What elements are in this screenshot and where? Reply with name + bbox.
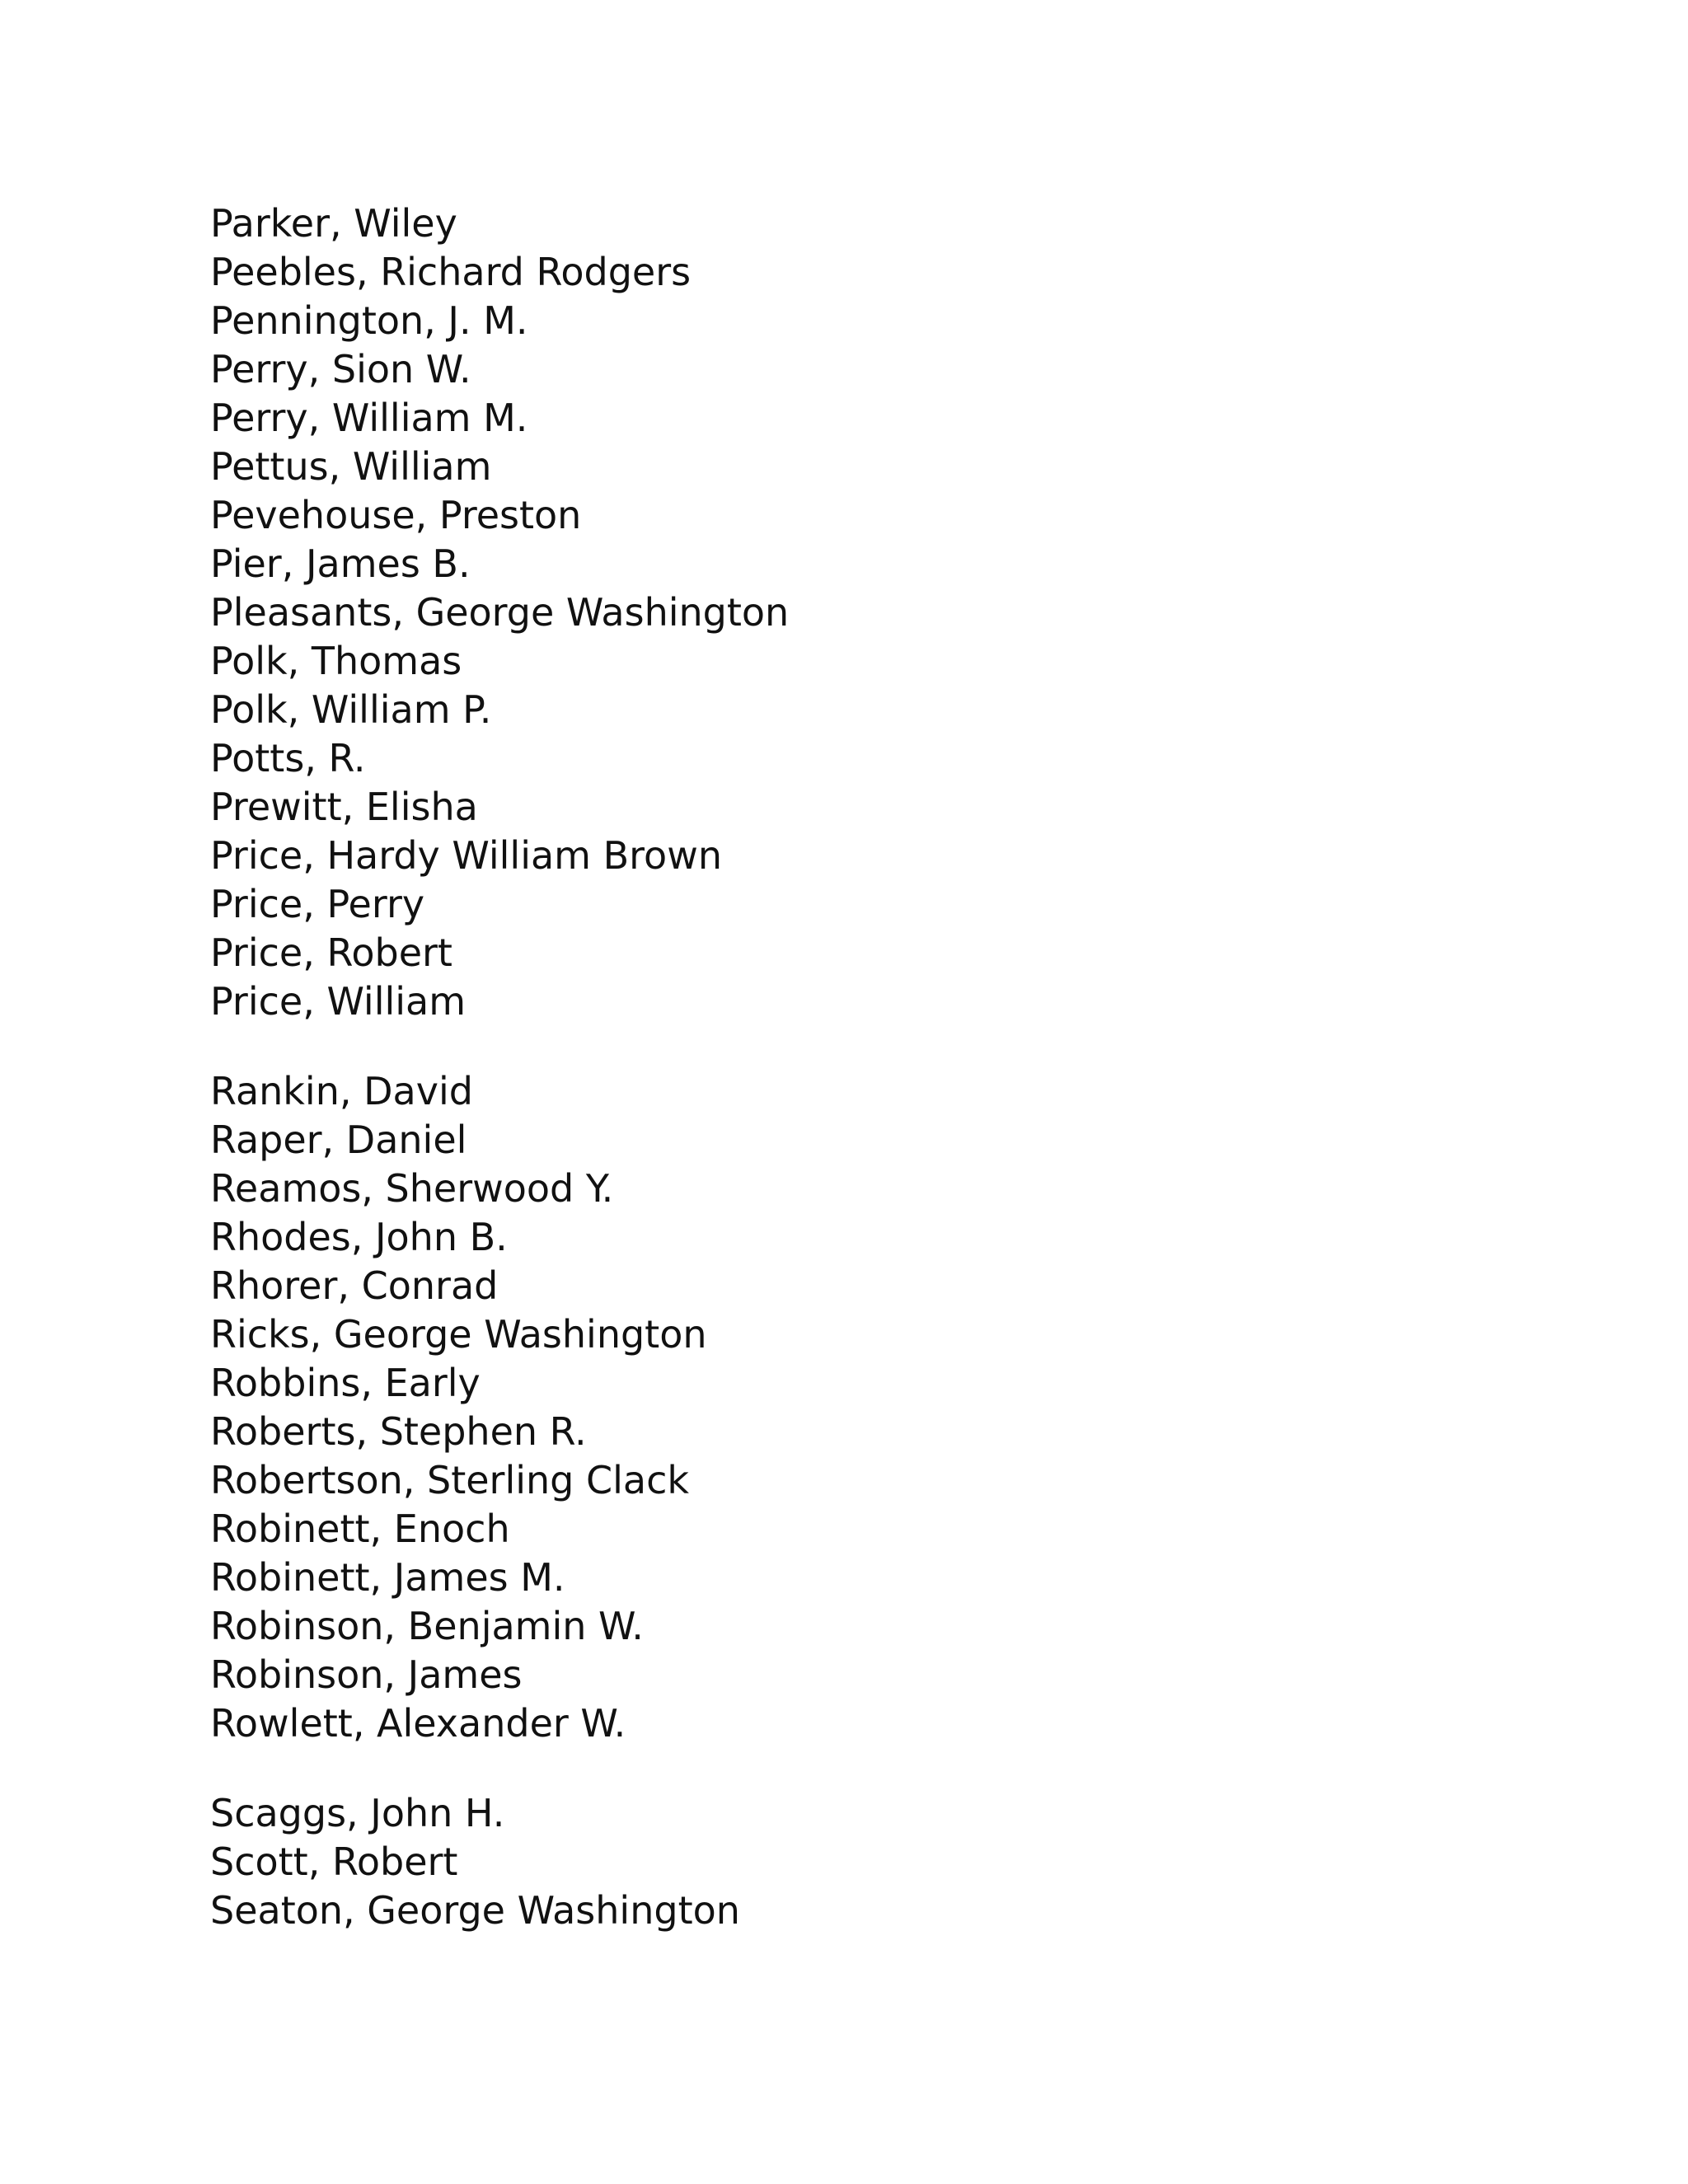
list-item: Potts, R. xyxy=(210,736,366,780)
list-item: Parker, Wiley xyxy=(210,201,457,246)
list-item: Peebles, Richard Rodgers xyxy=(210,250,692,294)
name-list xyxy=(210,199,789,1935)
list-item: Rhodes, John B. xyxy=(210,1215,508,1259)
list-item: Robinson, James xyxy=(210,1652,523,1697)
list-item: Perry, Sion W. xyxy=(210,347,471,391)
list-item: Pleasants, George Washington xyxy=(210,590,790,635)
list-item: Robinett, Enoch xyxy=(210,1507,510,1551)
list-item: Robbins, Early xyxy=(210,1361,481,1405)
name-group-p xyxy=(210,199,789,1026)
list-item: Price, Perry xyxy=(210,882,425,926)
name-group-s xyxy=(210,1789,789,1935)
list-item: Pier, James B. xyxy=(210,541,471,586)
list-item: Polk, Thomas xyxy=(210,639,462,683)
list-item: Robinson, Benjamin W. xyxy=(210,1604,644,1648)
list-item: Scott, Robert xyxy=(210,1840,458,1884)
list-item: Perry, William M. xyxy=(210,396,528,440)
list-item: Robinett, James M. xyxy=(210,1555,565,1600)
list-item: Polk, William P. xyxy=(210,687,492,732)
list-item: Prewitt, Elisha xyxy=(210,785,478,829)
list-item: Raper, Daniel xyxy=(210,1118,467,1162)
list-item: Price, Robert xyxy=(210,930,452,975)
list-item: Price, Hardy William Brown xyxy=(210,833,722,878)
list-item: Scaggs, John H. xyxy=(210,1791,505,1835)
list-item: Rankin, David xyxy=(210,1069,473,1113)
list-item: Price, William xyxy=(210,979,467,1024)
list-item: Pennington, J. M. xyxy=(210,298,528,343)
list-item: Seaton, George Washington xyxy=(210,1888,740,1933)
list-item: Ricks, George Washington xyxy=(210,1312,707,1357)
list-item: Robertson, Sterling Clack xyxy=(210,1458,689,1502)
list-item: Roberts, Stephen R. xyxy=(210,1409,587,1454)
list-item: Reamos, Sherwood Y. xyxy=(210,1166,614,1211)
name-group-r xyxy=(210,1067,789,1748)
list-item: Pettus, William xyxy=(210,444,492,489)
list-item: Pevehouse, Preston xyxy=(210,493,582,537)
list-item: Rowlett, Alexander W. xyxy=(210,1701,626,1746)
list-item: Rhorer, Conrad xyxy=(210,1263,499,1308)
